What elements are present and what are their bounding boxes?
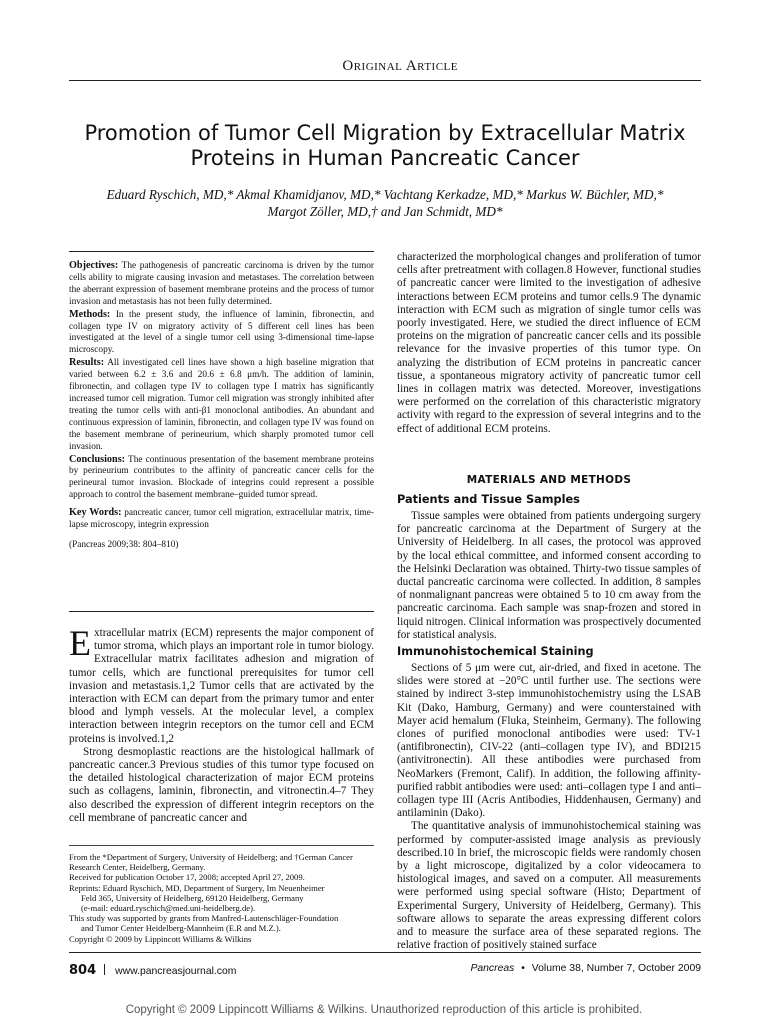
keywords-label: Key Words: [69,507,122,519]
article-title [60,121,710,171]
citation: (Pancreas 2009;38: 804–810) [69,539,179,550]
methods-patients [397,510,701,642]
intro-paragraph-2: Strong desmoplastic reactions are the histological hallmark of pancreatic cancer.3 Previous studies of this tumor type focused on the detailed histological characterization of major ECM proteins such as collagens, laminin, fibronectin, and vitronectin.4–7 They also described the expression of different integrin receptors on the cell membrane of pancreatic cancer and [69,745,374,824]
authors-line-2: Margot Zöller, MD,† and Jan Schmidt, MD* [267,204,503,219]
objectives-text: The pathogenesis of pancreatic carcinoma is driven by the tumor cells ability to migrate causing invasion and metastases. The correlation between the aberrant expression of basement membrane proteins and the process of tumor invasion and metastasis has not been fully determined. [69,261,375,307]
methods-ihc [397,662,701,952]
author-list [60,186,710,220]
patients-paragraph: Tissue samples were obtained from patients undergoing surgery for pancreatic carcinoma at the Department of Surgery at the University of Heidelberg. In all cases, the protocol was approved by the local ethical committee, and informed consent according to the Helsinki Declaration was obtained. Thirty-two tissue samples of ductal pancreatic carcinoma were collected. In addition, 8 samples of nonmalignant pancreas were obtained 5 to 10 cm away from the pancreatic carcinoma. Each sample was snap-frozen and stored in liquid nitrogen. Clinical information was prospectively documented for statistical analysis. [397,510,701,641]
header-rule [69,80,701,81]
journal-name: Pancreas [470,963,515,974]
objectives-label: Objectives: [69,260,119,271]
subheading-ihc: Immunohistochemical Staining [397,645,594,658]
footer-divider [104,964,105,975]
intro-left [69,623,374,825]
footnote-copyright: Copyright © 2009 by Lippincott Williams & Wilkins [69,933,252,944]
methods-text: In the present study, the influence of laminin, fibronectin, and collagen type IV on migratory activity of 5 different cell lines has been investigated at the level of a single tumor cell using 3-dimensional time-lapse microscopy. [69,309,375,356]
abstract [69,260,374,552]
footnote-reprints: Reprints: Eduard Ryschich, MD, Department of Surgery, Im Neuenheimer [69,882,325,893]
journal-url: www.pancreasjournal.com [115,966,237,977]
footer-right [470,963,701,974]
bullet-icon: • [521,963,525,974]
abstract-top-rule [69,251,374,252]
ihc-paragraph-1: Sections of 5 μm were cut, air-dried, and fixed in acetone. The slides were stored at −20°C until further use. The sections were stained by indirect 3-step immunohistochemistry using the LSAB Kit (Dako, Hamburg, Germany) and were counterstained with Mayer acid hemalum (Fluka, Steinheim, Germany). The following clones of purified monoclonal antibodies were used: TV-1 (antifibronectin), CIV-22 (anti–collagen type IV), and BDI215 (antivitronectin). All these antibodies were purchased from NeoMarkers (Fremont, Calif). In addition, the following affinity-purified rabbit antibodies were used: anti–collagen type I and anti–collagen type III (Acris Antibodies, Hiddenhausen, Germany) and antilaminin (Dako). [397,662,701,820]
keywords-text: pancreatic cancer, tumor cell migration, extracellular matrix, time-lapse microscopy, integrin expression [69,508,374,531]
title-line-1: Promotion of Tumor Cell Migration by Extracellular Matrix [84,121,686,145]
section-heading: MATERIALS AND METHODS [466,474,632,486]
footnote-email: (e-mail: eduard.ryschich@med.uni-heidelberg.de). [81,903,256,914]
footnote-funding: This study was supported by grants from Manfred-Lautenschläger-Foundation [69,913,339,924]
page-number: 804 [69,963,97,978]
section-label: Original Article [342,58,458,74]
title-line-2: Proteins in Human Pancreatic Cancer [190,146,580,170]
intro-paragraph-3: characterized the morphological changes and proliferation of tumor cells after pretreatment with collagen.8 However, functional studies of pancreatic cancer were limited to the investigation of adhesive interactions between ECM proteins and tumor cells.9 The dynamic interaction with ECM such as migration of single tumor cells was poorly investigated. Here, we studied the direct influence of ECM proteins on the migration of pancreatic cancer cells and its possible relevance for the invasive properties of this tumor type. On analyzing the distribution of ECM proteins in pancreatic cancer tissue, a spontaneous migratory activity of pancreatic tumor cell lines in collagen matrix was detected. Moreover, investigations were performed on the correlation of this characteristic migratory activity with regard to the expression of several integrins and to the effect of additional ECM proteins. [397,251,701,435]
footnotes [69,852,374,944]
results-label: Results: [69,357,105,369]
footer-rule [69,952,701,953]
footnote-received: Received for publication October 17, 2008; accepted April 27, 2009. [69,872,305,883]
ihc-paragraph-2: The quantitative analysis of immunohistochemical staining was performed by computer-assisted image analysis as previously described.10 In brief, the microscopic fields were randomly chosen by a light microscope, digitalized by a color videocamera to histological images, and saved on a computer. All measurements were performed using special software (Histo; Department of Experimental Surgery, University of Heidelberg, Germany). This software allows to separate the areas expressing different colors and to measure the surface area of these separated regions. The relative fraction of positively stained surface [397,820,701,952]
copyright-notice: Copyright © 2009 Lippincott Williams & Wilkins. Unauthorized reproduction of this article is prohibited. [125,1004,643,1016]
results-text: All investigated cell lines have shown a high baseline migration that varied between 6.2 ± 3.6 and 20.6 ± 6.8 μm/h. The addition of laminin, fibronectin, and collagen type IV to collagen type I matrix has significantly increased tumor cell migration. Tumor cell migration was strongly inhibited after treating the tumor cells with anti-β1 monoclonal antibodies. An abundant and continuous expression of laminin, fibronectin, and collagen type IV was found on the basement membrane of perineurium, which sharply promoted tumor cell invasion. [69,358,374,452]
conclusions-label: Conclusions: [69,453,126,465]
intro-paragraph-1: xtracellular matrix (ECM) represents the major component of tumor stroma, which plays an important role in tumor biology. Extracellular matrix facilitates adhesion and migration of tumor cells, which are functional prerequisites for tumor cell invasion and metastasis.1,2 Tumor cells that are activated by the interaction with ECM can depart from the primary tumor and enter blood and lymph vessels. At the molecular level, a complex interaction between integrin receptors on the tumor cell and ECM proteins is involved.1,2 [69,627,374,745]
abstract-bottom-rule [69,611,374,612]
subheading-patients: Patients and Tissue Samples [397,493,580,506]
footnote-rule [69,845,374,846]
authors-line-1: Eduard Ryschich, MD,* Akmal Khamidjanov, MD,* Vachtang Kerkadze, MD,* Markus W. Büchler, MD,* [106,187,664,202]
issue-info: Volume 38, Number 7, October 2009 [531,963,701,974]
methods-label: Methods: [69,308,111,320]
footnote-affiliation: From the *Department of Surgery, University of Heidelberg; and †German Cancer Research Center, Heidelberg, Germany. [69,852,353,873]
conclusions-text: The continuous presentation of the basement membrane proteins by perineurium contributes to the affinity of pancreatic cancer cells for the perineural tumor invasion. Blockade of integrins could represent a possible approach to control the basement membrane–guided tumor spread. [69,454,375,501]
drop-cap: E [69,623,91,663]
footnote-funding-2: and Tumor Center Heidelberg-Mannheim (E.R and M.Z.). [81,923,281,934]
intro-right [397,251,701,436]
footer-left [69,961,236,979]
footnote-address: Feld 365, University of Heidelberg, 69120 Heidelberg, Germany [81,892,304,903]
